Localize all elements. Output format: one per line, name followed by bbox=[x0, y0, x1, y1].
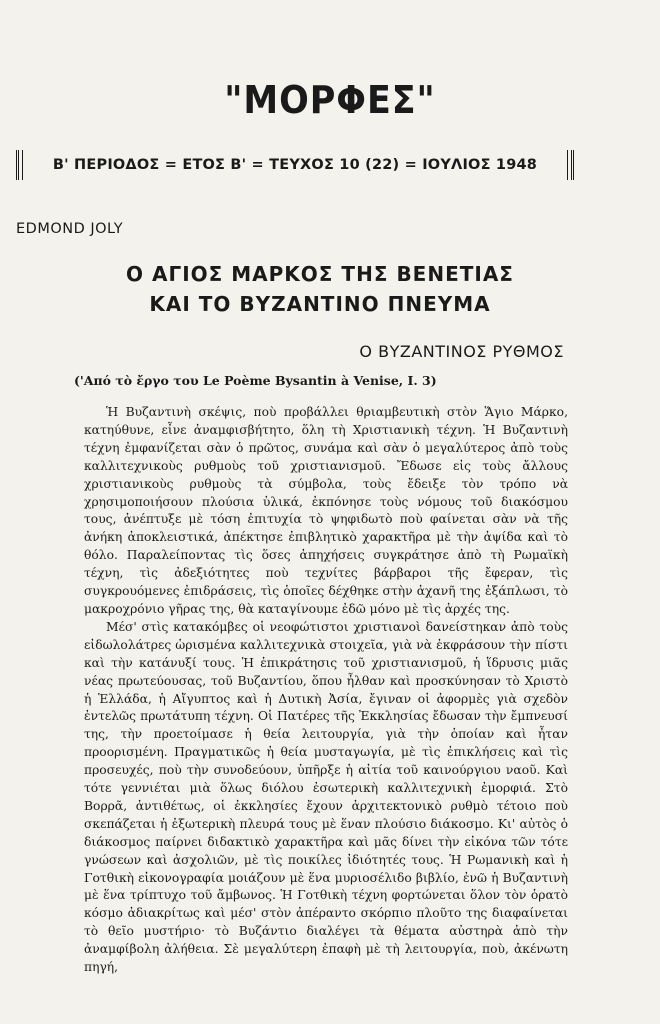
paragraph: Μέσ' στὶς κατακόμβες οἱ νεοφώτιστοι χριστιανοὶ δανείστηκαν ἀπὸ τοὺς εἰδωλολάτρες ὡρισμένα καλλιτεχνικὰ στοιχεῖα, γιὰ νὰ ἐκφράσουν τὴν πίστι καὶ τὴν κατάνυξί τους. Ἡ ἐπικράτησις τοῦ χριστιανισμοῦ, ἡ ἵδρυσις μιᾶς νέας πρωτεύουσας, τοῦ Βυζαντίου, ὅπου ἦλθαν καὶ προσκύνησαν τὸ Χριστὸ ἡ Ἑλλάδα, ἡ Αἴγυπτος καὶ ἡ Δυτικὴ Ἀσία, ἔγιναν οἱ ἀφορμὲς γιὰ σχεδὸν ἐντελῶς πρωτάτυπη τέχνη. Οἱ Πατέρες τῆς Ἐκκλησίας ἔδωσαν τὴν ἔμπνευσί της, τὴν προετοίμασε ἡ θεία λειτουργία, γιὰ τὴν ὁποίαν καὶ ἦταν προορισμένη. Πραγματικῶς ἡ θεία μυσταγωγία, μὲ τὶς ἐπικλήσεις καὶ τὶς προσευχές, ποὺ τὴν συνοδεύουν, ὑπῆρξε ἡ αἰτία τοῦ καινούργιου ναοῦ. Καὶ τότε γεννιέται μιὰ ὅλως διόλου ἐσωτερικὴ καλλιτεχνικὴ ἐμορφιά. Στὸ Βορρᾶ, ἀντιθέτως, οἱ ἐκκλησίες ἔχουν ἀρχιτεκτονικὸ ρυθμὸ τέτοιο ποὺ σκεπάζεται ἡ ἐξωτερικὴ πλευρά τους μὲ ἕναν πλούσιο διάκοσμο. Κι' αὐτὸς ὁ διάκοσμος παίρνει διδακτικὸ χαρακτῆρα καὶ μᾶς δίνει τὴν εἰκόνα τῶν τότε γνώσεων καὶ ἀσχολιῶν, μὲ τὶς ποικίλες ἰδιότητές τους. Ἡ Ρωμανικὴ καὶ ἡ Γοτθικὴ εἰκονογραφία μοιάζουν μὲ ἕνα μυριοσέλιδο βιβλίο, ἐνῶ ἡ Βυζαντινὴ μὲ ἕνα τρίπτυχο τοῦ ἄμβωνος. Ἡ Γοτθικὴ τέχνη φορτώνεται ὅλον τὸν ὁρατὸ κόσμο ἀδιακρίτως καὶ μέσ' στὸν ἀπέραντο σκόρπιο πλοῦτο της διαφαίνεται τὸ θεῖο μυστήριο· τὸ Βυζάντιο διαλέγει τὰ θέματα αὐστηρὰ ἀπὸ τὴν ἀναμφίβολη ἀλήθεια. Σὲ μεγαλύτερη ἐπαφὴ μὲ τὴ λειτουργία, ποὺ, ἀκένωτη πηγή, bbox=[84, 619, 568, 975]
masthead: "ΜΟΡΦΕΣ" bbox=[224, 78, 436, 122]
paragraph: Ἡ Βυζαντινὴ σκέψις, ποὺ προβάλλει θριαμβευτικὴ στὸν Ἅγιο Μάρκο, κατηύθυνε, εἶνε ἀναμφισβήτητο, ὅλη τὴ Χριστιανικὴ τέχνη. Ἡ Βυζαντινὴ τέχνη ἐμφανίζεται σὰν ὁ πρῶτος, συνάμα καὶ σὰν ὁ μεγαλύτερος ἀπὸ τοὺς καλλιτεχνικοὺς ρυθμοὺς τοῦ χριστιανισμοῦ. Ἔδωσε εἰς τοὺς ἄλλους χριστιανικοὺς ρυθμοὺς τὰ σύμβολα, τοὺς ἔδειξε τὸν τρόπο νὰ χρησιμοποιήσουν πλούσια ὑλικά, ἐκπόνησε τοὺς νόμους τοῦ διακόσμου τους, ἀνέπτυξε μὲ τόση ἐπιτυχία τὸ ψηφιδωτὸ ποὺ φαίνεται σὰν νὰ τῆς ἀνήκη ἀποκλειστικά, ἀπέκτησε ἐπιβλητικὸ χαρακτῆρα μὲ τὴν ἀψίδα καὶ τὸ θόλο. Παραλείποντας τὶς ὅσες ἀπηχήσεις συγκράτησε ἀπὸ τὴ Ρωμαϊκὴ τέχνη, τὶς ἀδεξιότητες ποὺ τεχνίτες βάρβαροι τῆς ἔφεραν, τὶς συγκρουόμενες ἐπιδράσεις, τὶς ὁποῖες δέχθηκε στὴν ἀχανῆ της ἐξάπλωσι, τὸ μακροχρόνιο γῆρας της, θὰ καταγίνουμε ἐδῶ μόνο μὲ τὶς ἀρχές της. bbox=[84, 405, 568, 616]
source-note: ('Από τὸ ἔργο του Le Poème Bysantin à Venise, I. 3) bbox=[74, 373, 437, 388]
issue-line bbox=[16, 150, 574, 180]
author: EDMOND JOLY bbox=[16, 221, 124, 237]
article-subtitle: Ο ΒΥΖΑΝΤΙΝΟΣ ΡΥΘΜΟΣ bbox=[359, 342, 564, 361]
article-title-line-1: Ο ΑΓΙΟΣ ΜΑΡΚΟΣ ΤΗΣ ΒΕΝΕΤΙΑΣ bbox=[126, 262, 514, 286]
article-title-line-2: ΚΑΙ ΤΟ ΒΥΖΑΝΤΙΝΟ ΠΝΕΥΜΑ bbox=[149, 292, 491, 316]
article-body bbox=[84, 404, 568, 977]
issue-line-text: Β' ΠΕΡΙΟΔΟΣ = ΕΤΟΣ Β' = ΤΕΥΧΟΣ 10 (22) = ΙΟΥΛΙΟΣ 1948 bbox=[52, 157, 538, 173]
